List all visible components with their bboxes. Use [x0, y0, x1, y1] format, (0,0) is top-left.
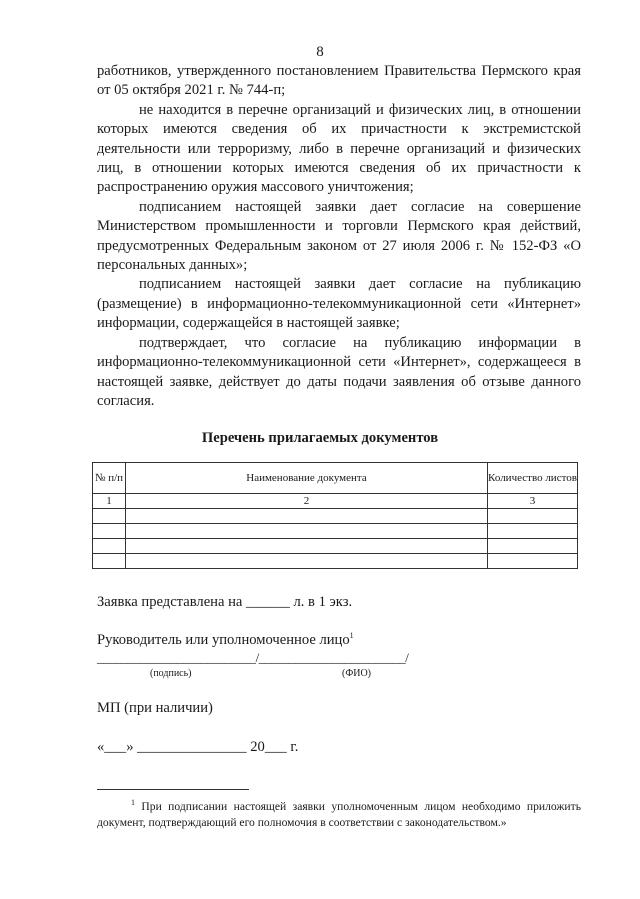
table-row: [93, 554, 578, 569]
head-label: [97, 632, 354, 649]
footnote-paragraph: [97, 799, 581, 830]
table-row: [93, 539, 578, 554]
paragraph-extremism: не находится в перечне организаций и физических лиц, в отношении которых имеются сведения об их причастности к экстремистской деятельности или терроризму, либо в перечне организаций и физических лиц, в отношении которых имеются сведения об их причастности к распространению оружия массового уничтожения;: [97, 101, 581, 196]
page-number: 8: [316, 44, 324, 60]
footnote: [97, 799, 581, 830]
header-number: № п/п: [93, 463, 126, 494]
paragraph-publication-consent: подписанием настоящей заявки дает согласие на публикацию (размещение) в информационно-телекоммуникационной сети «Интернет» информации, содержащейся в настоящей заявке;: [97, 276, 581, 332]
table-cell: 1: [93, 494, 126, 509]
table-cell: [126, 509, 488, 524]
paragraph-continuation: работников, утвержденного постановлением Правительства Пермского края от 05 октября 2021 г. № 744-п;: [97, 63, 581, 99]
table-cell: [126, 524, 488, 539]
table-header-row: [93, 463, 578, 494]
head-label-text: Руководитель или уполномоченное лицо: [97, 632, 350, 648]
name-caption: (ФИО): [342, 668, 372, 679]
table-row: [93, 524, 578, 539]
paragraph-personal-data-consent: подписанием настоящей заявки дает согласие на совершение Министерством промышленности и торговли Пермского края действий, предусмотренных Федеральным законом от 27 июля 2006 г. № 152-ФЗ «О персональных данных»;: [97, 198, 581, 274]
documents-list-title: Перечень прилагаемых документов: [201, 430, 439, 446]
footnote-number: 1: [131, 798, 135, 808]
footnote-reference: 1: [349, 631, 354, 641]
table-cell: [93, 524, 126, 539]
application-copies-line: Заявка представлена на ______ л. в 1 экз.: [97, 594, 353, 610]
table-cell: 3: [488, 494, 578, 509]
signature-line: __________________________/________________________/: [97, 650, 409, 665]
paragraph-consent-validity: подтверждает, что согласие на публикацию информации в информационно-телекоммуникационной сети «Интернет», содержащееся в настоящей заявке, действует до даты подачи заявления об отзыве данного согласия.: [97, 334, 581, 409]
table-cell: [488, 554, 578, 569]
table-row: [93, 509, 578, 524]
signature-caption: (подпись): [150, 668, 192, 679]
documents-table: [92, 462, 578, 569]
table-cell: [93, 509, 126, 524]
footnote-text: При подписании настоящей заявки уполномоченным лицом необходимо приложить документ, подтверждающий его полномочия в соответствии с законодательством.»: [97, 800, 581, 829]
table-cell: [93, 554, 126, 569]
table-cell: [126, 539, 488, 554]
header-document-name: Наименование документа: [126, 463, 488, 494]
table-cell: 2: [126, 494, 488, 509]
table-cell: [488, 524, 578, 539]
date-line: «___» _______________ 20___ г.: [97, 739, 299, 755]
table-numbering-row: [93, 494, 578, 509]
table-cell: [126, 554, 488, 569]
table-cell: [488, 509, 578, 524]
footnote-divider: [97, 789, 249, 790]
stamp-label: МП (при наличии): [97, 700, 213, 716]
header-sheet-count: Количество листов: [488, 463, 578, 494]
table-cell: [93, 539, 126, 554]
table-cell: [488, 539, 578, 554]
body-text: [97, 62, 581, 411]
